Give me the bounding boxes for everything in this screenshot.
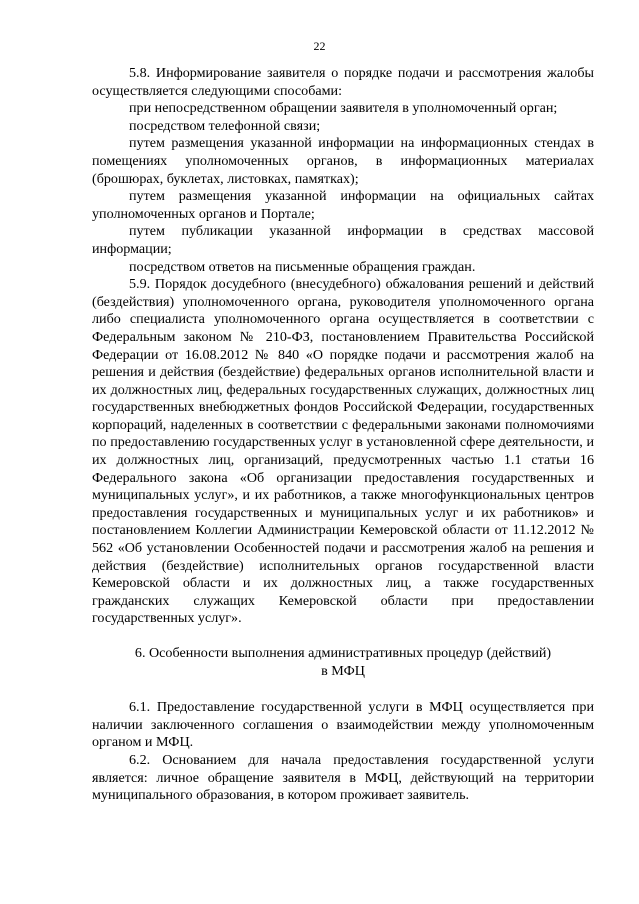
list-item-phone: посредством телефонной связи; [129,117,321,134]
section-spacer [92,628,594,645]
section-spacer [92,680,594,699]
page-number: 22 [313,39,326,53]
list-item-info-stands: путем размещения указанной информации на информационных стендах в помещениях уполномоченных органов, в информационных материалах (брошюрах, буклетах, листовках, памятках); [92,135,594,187]
list-item-written-replies: посредством ответов на письменные обращения граждан. [129,258,476,275]
list-item-mass-media: путем публикации указанной информации в средствах массовой информации; [92,223,594,257]
section-6-heading-line-1: 6. Особенности выполнения административных процедур (действий) [134,645,552,661]
document-body [92,65,594,805]
paragraph-6-2: 6.2. Основанием для начала предоставления государственной услуги является: личное обращение заявителя в МФЦ, действующий на территории муниципального образования, в котором проживает заявитель. [92,751,594,804]
paragraph-5-8: 5.8. Информирование заявителя о порядке подачи и рассмотрения жалобы осуществляется следующими способами: [92,65,594,99]
list-item-official-sites: путем размещения указанной информации на официальных сайтах уполномоченных органов и Портале; [92,188,594,222]
list-item-direct-appeal: при непосредственном обращении заявителя в уполномоченный орган; [129,100,558,117]
section-6-heading-line-2: в МФЦ [321,662,365,679]
paragraph-5-9: 5.9. Порядок досудебного (внесудебного) обжалования решений и действий (бездействия) уполномоченного органа, руководителя уполномоченного органа либо специалиста уполномоченного органа осуществляется в соответствии с Федеральным законом № 210-ФЗ, постановлением Правительства Российской Федерации от 16.08.2012 № 840 «О порядке подачи и рассмотрения жалоб на решения и действия (бездействие) федеральных органов исполнительной власти и их должностных лиц, федеральных государственных служащих, должностных лиц государственных внебюджетных фондов Российской Федерации, государственных корпораций, наделенных в соответствии с федеральными законами полномочиями по предоставлению государственных услуг в установленной сфере деятельности, и их должностных лиц, организаций, предусмотренных частью 1.1 статьи 16 Федерального закона «Об организации предоставления государственных и муниципальных услуг», и их работников, а также многофункциональных центров предоставления государственных и муниципальных услуг и их работников» и постановлением Коллегии Администрации Кемеровской области от 11.12.2012 № 562 «Об установлении Особенностей подачи и рассмотрения жалоб на решения и действия (бездействие) исполнительных органов государственной власти Кемеровской области и их должностных лиц, а также государственных гражданских служащих Кемеровской области при предоставлении государственных услуг». [92,276,594,627]
paragraph-6-1: 6.1. Предоставление государственной услуги в МФЦ осуществляется при наличии заключенного соглашения о взаимодействии между уполномоченным органом и МФЦ. [92,699,594,751]
